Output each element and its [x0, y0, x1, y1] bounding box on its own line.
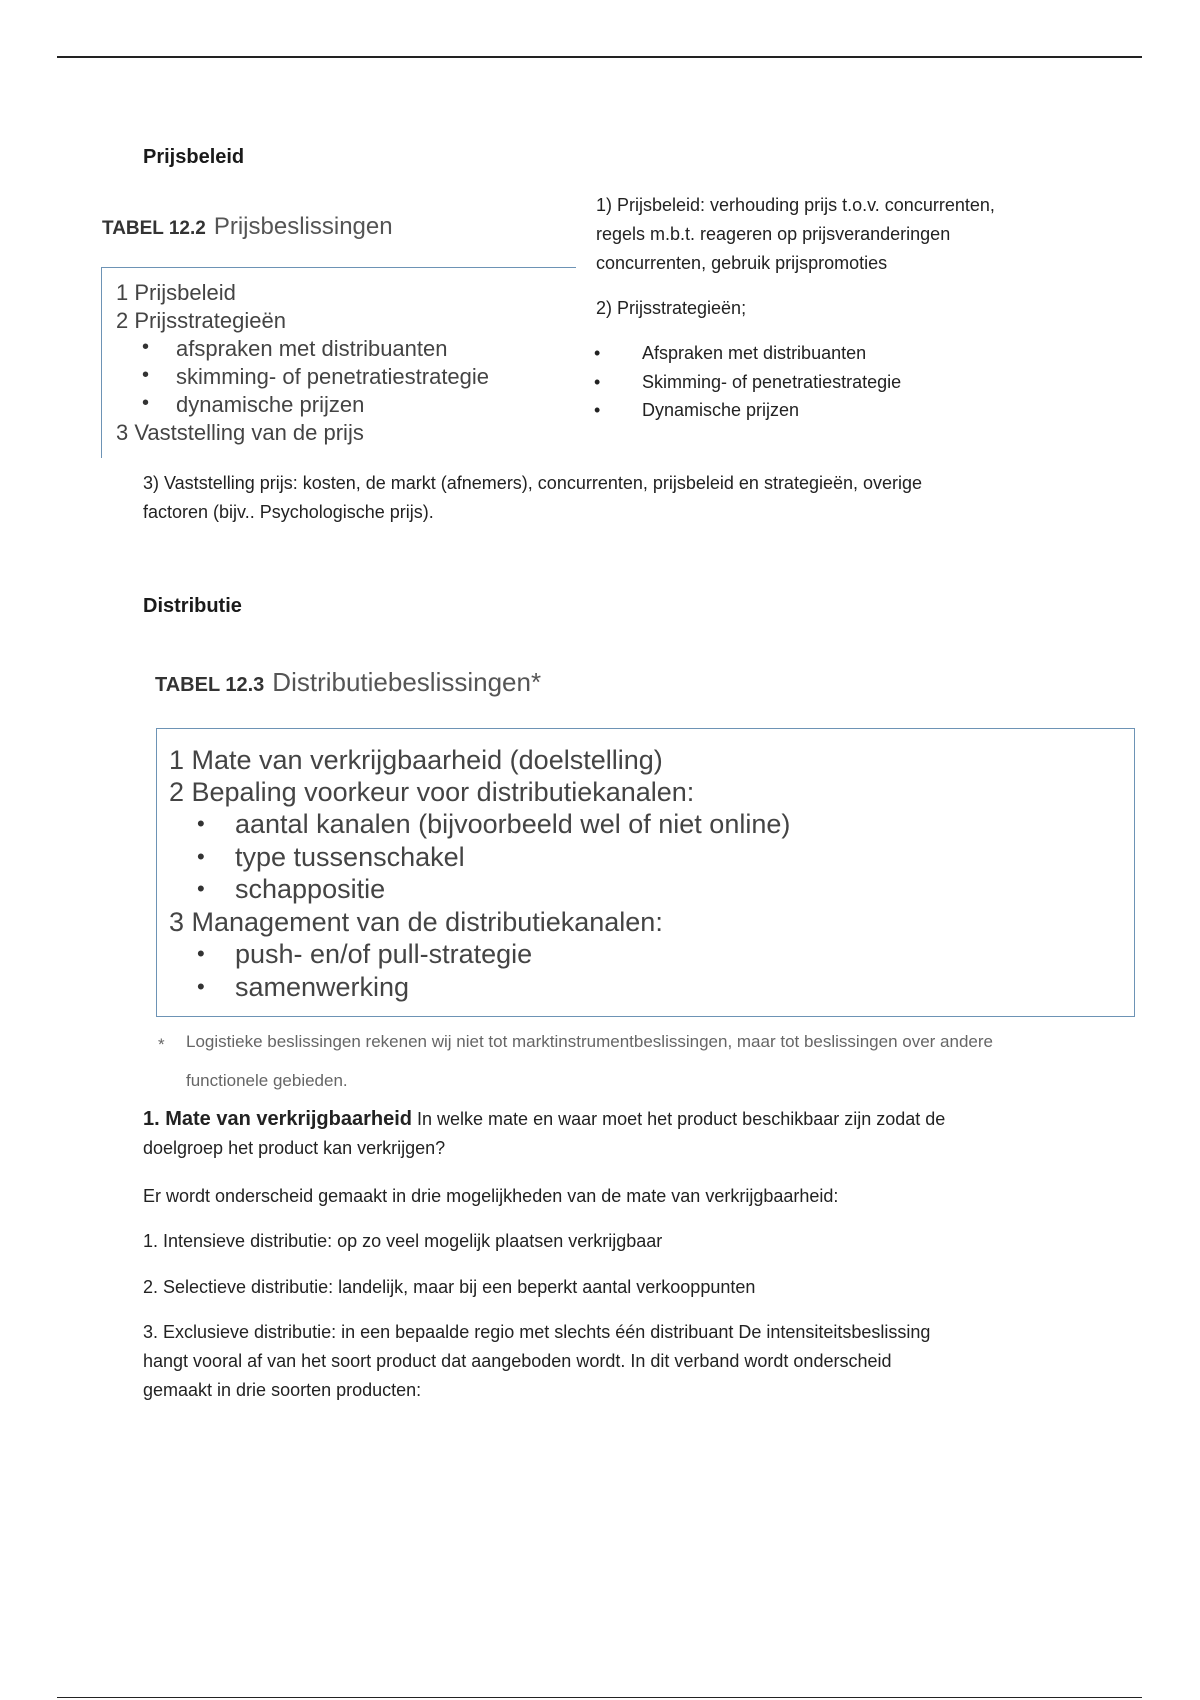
table-12-2-item: 3 Vaststelling van de prijs [116, 420, 364, 445]
table-12-2-item: afspraken met distribuanten [176, 336, 448, 361]
item-intensieve: 1. Intensieve distributie: op zo veel mogelijk plaatsen verkrijgbaar [143, 1231, 663, 1251]
table-12-3-footnote [186, 1022, 993, 1100]
section-1-paragraph [143, 1105, 945, 1163]
table-12-3-item: schappositie [235, 874, 386, 904]
table-12-2-label: TABEL 12.2 [102, 218, 206, 239]
heading-distributie: Distributie [143, 595, 242, 617]
item-selectieve: 2. Selectieve distributie: landelijk, maar bij een beperkt aantal verkooppunten [143, 1277, 756, 1297]
text-line: gemaakt in drie soorten producten: [143, 1380, 422, 1400]
top-rule [57, 56, 1142, 58]
table-12-3-item: type tussenschakel [235, 842, 465, 872]
table-12-2-item: skimming- of penetratiestrategie [176, 364, 490, 389]
text-line: hangt vooral af van het soort product dat aangeboden wordt. In dit verband wordt onderscheid [143, 1351, 892, 1371]
table-12-2-title: Prijsbeslissingen [213, 213, 393, 240]
table-12-3-item: 1 Mate van verkrijgbaarheid (doelstelling) [169, 745, 663, 775]
table-12-3-caption [155, 667, 541, 698]
text-line: factoren (bijv.. Psychologische prijs). [143, 502, 434, 522]
bullet-icon: • [142, 336, 150, 358]
prijs-note-3 [143, 469, 922, 527]
prijs-note-bullet: Afspraken met distribuanten [642, 343, 867, 363]
bullet-icon: • [142, 392, 150, 414]
text-line: concurrenten, gebruik prijspromoties [596, 253, 888, 273]
text-line: Logistieke beslissingen rekenen wij niet tot marktinstrumentbeslissingen, maar tot beslissingen over andere [186, 1032, 993, 1051]
prijs-note-bullet: Dynamische prijzen [642, 400, 800, 420]
intro-paragraph: Er wordt onderscheid gemaakt in drie mogelijkheden van de mate van verkrijgbaarheid: [143, 1186, 839, 1206]
bullet-icon: • [142, 364, 150, 386]
footnote-mark: * [158, 1035, 165, 1054]
bullet-icon: • [594, 400, 601, 420]
text-line: doelgroep het product kan verkrijgen? [143, 1138, 446, 1158]
table-12-3-item: 3 Management van de distributiekanalen: [169, 907, 663, 937]
table-12-3-item: samenwerking [235, 972, 410, 1002]
section-1-text: In welke mate en waar moet het product beschikbaar zijn zodat de [412, 1109, 946, 1129]
table-12-2-item: dynamische prijzen [176, 392, 365, 417]
prijs-note-1 [596, 191, 995, 278]
bullet-icon: • [197, 811, 205, 836]
text-line: 3. Exclusieve distributie: in een bepaalde regio met slechts één distribuant De intensiteitsbeslissing [143, 1322, 931, 1342]
bullet-icon: • [594, 343, 601, 363]
section-1-title: 1. Mate van verkrijgbaarheid [143, 1108, 413, 1130]
table-12-3-label: TABEL 12.3 [155, 674, 265, 696]
text-line: functionele gebieden. [186, 1071, 348, 1090]
heading-prijsbeleid: Prijsbeleid [143, 146, 245, 168]
table-12-2-item: 2 Prijsstrategieën [116, 308, 286, 333]
table-12-3-item: push- en/of pull-strategie [235, 939, 533, 969]
text-line: 1) Prijsbeleid: verhouding prijs t.o.v. concurrenten, [596, 195, 995, 215]
bullet-icon: • [197, 844, 205, 869]
bullet-icon: • [197, 941, 205, 966]
table-12-2-box [101, 267, 576, 458]
table-12-3-item: aantal kanalen (bijvoorbeeld wel of niet online) [235, 809, 791, 839]
bottom-rule [57, 1697, 1142, 1698]
text-line: regels m.b.t. reageren op prijsveranderingen [596, 224, 951, 244]
table-12-3-title: Distributiebeslissingen* [272, 667, 542, 697]
text-line: 3) Vaststelling prijs: kosten, de markt (afnemers), concurrenten, prijsbeleid en strategieën, overige [143, 473, 923, 493]
bullet-icon: • [197, 876, 205, 901]
table-12-3-box [156, 728, 1135, 1017]
bullet-icon: • [594, 372, 601, 392]
table-12-2-caption [102, 213, 393, 241]
table-12-3-item: 2 Bepaling voorkeur voor distributiekanalen: [169, 777, 695, 807]
table-12-2-item: 1 Prijsbeleid [116, 280, 236, 305]
item-exclusieve [143, 1318, 930, 1405]
prijs-note-2: 2) Prijsstrategieën; [596, 298, 747, 318]
prijs-note-bullet: Skimming- of penetratiestrategie [642, 372, 902, 392]
bullet-icon: • [197, 974, 205, 999]
